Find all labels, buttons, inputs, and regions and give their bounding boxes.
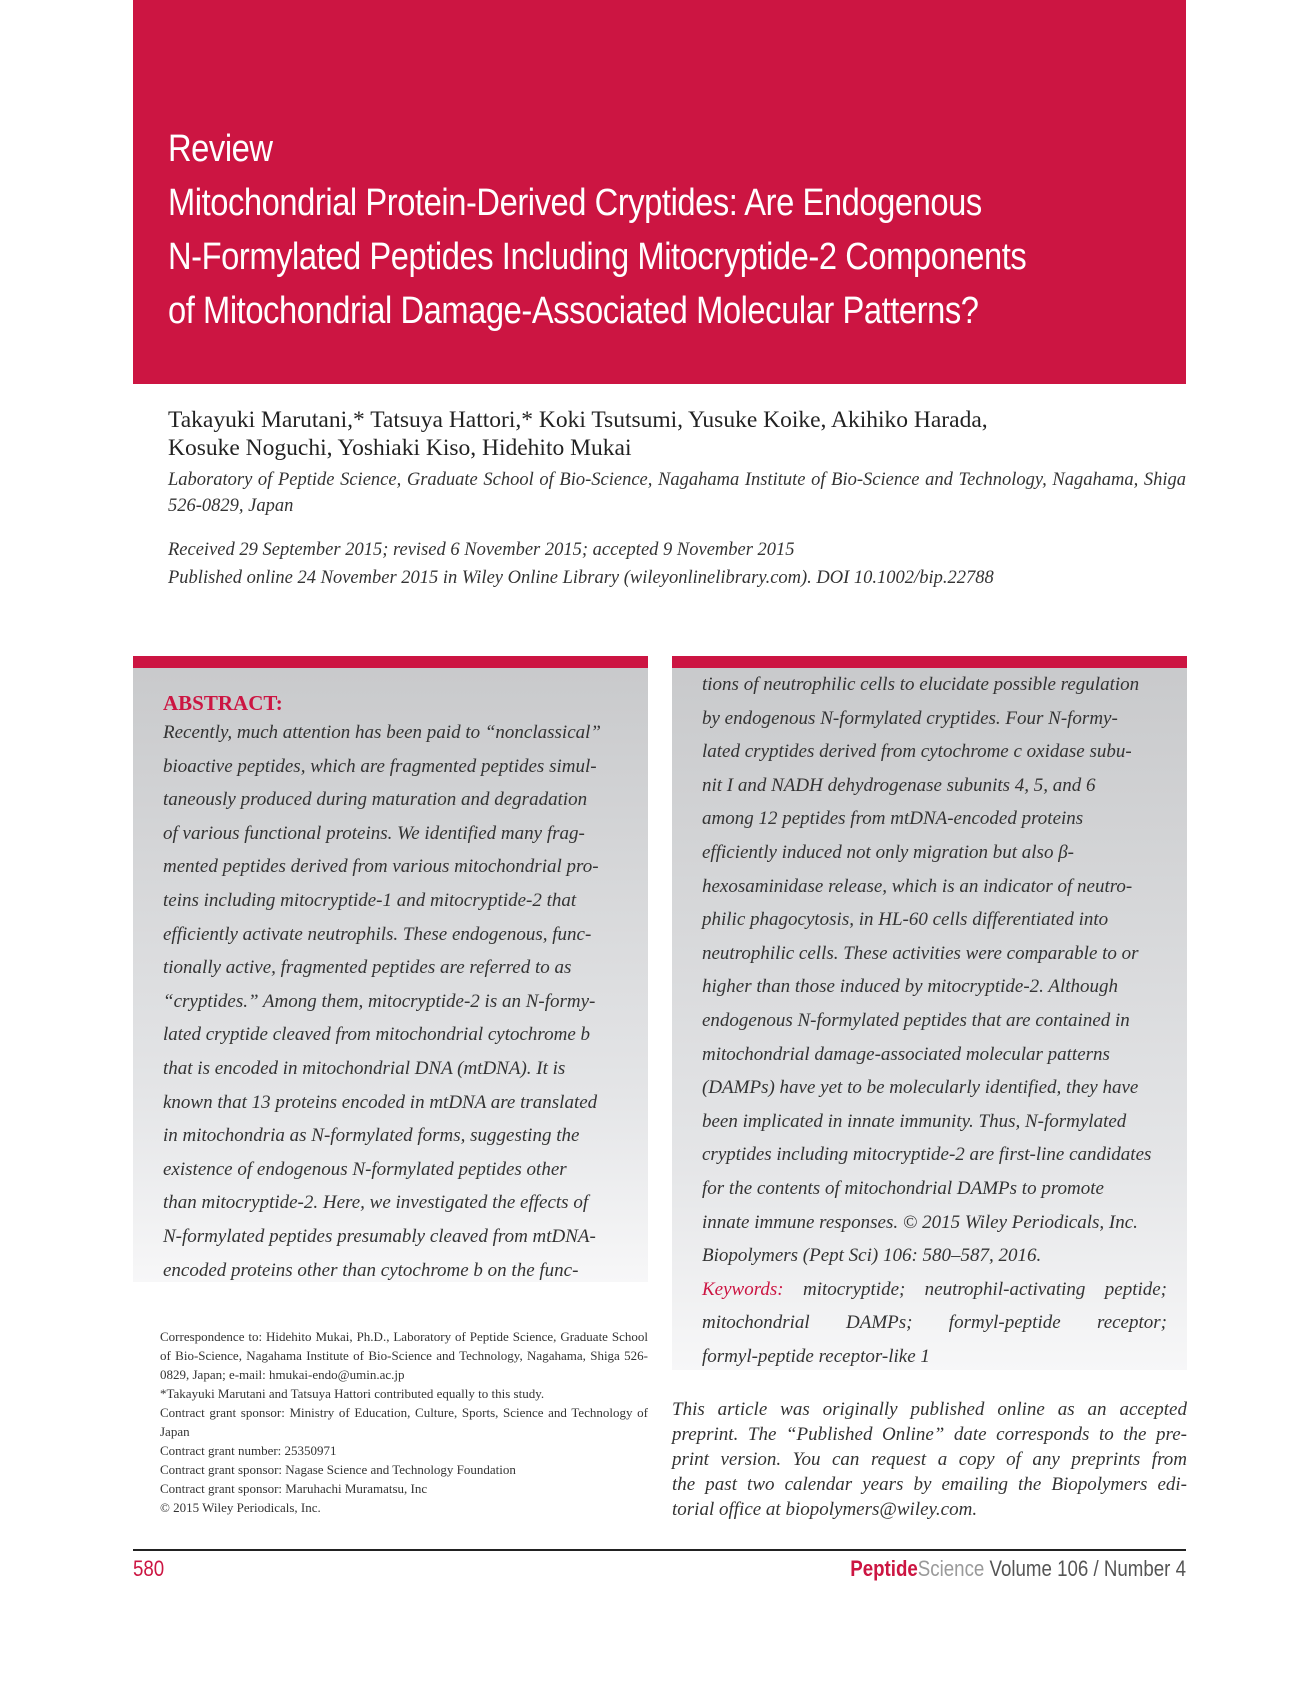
title-line-2: N-Formylated Peptides Including Mitocryptide-2 Components — [168, 236, 1027, 278]
publication-dates — [168, 536, 1186, 592]
abstract-line: higher than those induced by mitocryptide-2. Although — [702, 976, 1118, 998]
panel-top-bar — [133, 656, 648, 668]
keywords-label: Keywords: — [702, 1278, 784, 1300]
abstract-line: Recently, much attention has been paid to “nonclassical” — [163, 722, 601, 743]
footnote-grant-sponsor-2: Contract grant sponsor: Nagase Science and Technology Foundation — [160, 1462, 516, 1477]
footnote-grant-sponsor-3: Contract grant sponsor: Maruhachi Muramatsu, Inc — [160, 1481, 428, 1496]
footnote-correspondence: Correspondence to: Hidehito Mukai, Ph.D., Laboratory of Peptide Science, Graduate School of Bio-Science, Nagahama Institute of Bio-Science and Technology, Nagahama, Shiga 526-0829, Japan; e-mail: hmukai-endo@umin.ac.jp — [160, 1329, 648, 1382]
abstract-line: that is encoded in mitochondrial DNA (mtDNA). It is — [163, 1057, 566, 1079]
abstract-line: than mitocryptide-2. Here, we investigated the effects of — [163, 1192, 589, 1214]
title-line-1: Mitochondrial Protein-Derived Cryptides: Are Endogenous — [168, 182, 982, 224]
keywords-text-1: mitocryptide; neutrophil-activating peptide; — [802, 1278, 1168, 1300]
abstract-line: by endogenous N-formylated cryptides. Four N-formy- — [702, 707, 1118, 729]
abstract-line: N-formylated peptides presumably cleaved from mtDNA- — [163, 1225, 596, 1247]
abstract-line: in mitochondria as N-formylated forms, suggesting the — [163, 1125, 580, 1147]
footnote-equal-contribution: *Takayuki Marutani and Tatsuya Hattori contributed equally to this study. — [160, 1386, 545, 1401]
footnote-grant-number: Contract grant number: 25350971 — [160, 1443, 337, 1458]
abstract-line: known that 13 proteins encoded in mtDNA are translated — [163, 1091, 598, 1113]
preprint-line-3: print version. You can request a copy of any preprints from — [672, 1449, 1187, 1470]
preprint-line-4: the past two calendar years by emailing the Biopolymers edi- — [672, 1474, 1187, 1495]
title-line-3: of Mitochondrial Damage-Associated Molecular Patterns? — [168, 290, 979, 332]
preprint-line-5: torial office at biopolymers@wiley.com. — [672, 1499, 978, 1520]
abstract-line: encoded proteins other than cytochrome b on the func- — [163, 1259, 579, 1281]
journal-footer — [850, 1556, 1186, 1582]
preprint-note — [672, 1397, 1187, 1522]
abstract-panel-right — [672, 656, 1187, 1370]
abstract-line: taneously produced during maturation and degradation — [163, 789, 588, 811]
abstract-line: (DAMPs) have yet to be molecularly identified, they have — [702, 1077, 1139, 1099]
abstract-line: “cryptides.” Among them, mitocryptide-2 is an N-formy- — [163, 990, 596, 1012]
title-block — [168, 122, 1168, 338]
abstract-line: among 12 peptides from mtDNA-encoded proteins — [702, 808, 1084, 830]
abstract-line: cryptides including mitocryptide-2 are first-line candidates — [702, 1144, 1152, 1166]
abstract-line: innate immune responses. © 2015 Wiley Periodicals, Inc. — [702, 1211, 1138, 1233]
journal-name-part-1: Peptide — [850, 1556, 918, 1581]
abstract-line: for the contents of mitochondrial DAMPs to promote — [702, 1177, 1104, 1199]
abstract-heading: ABSTRACT: — [163, 691, 283, 715]
footnotes — [160, 1327, 648, 1517]
abstract-line: Biopolymers (Pept Sci) 106: 580–587, 2016. — [702, 1245, 1042, 1267]
abstract-line: efficiently induced not only migration but also β- — [702, 841, 1074, 863]
abstract-line: teins including mitocryptide-1 and mitocryptide-2 that — [163, 889, 577, 911]
author-list — [168, 406, 1168, 462]
page-number: 580 — [133, 1556, 165, 1581]
abstract-line: efficiently activate neutrophils. These endogenous, func- — [163, 923, 592, 945]
preprint-line-1: This article was originally published online as an accepted — [672, 1399, 1187, 1420]
abstract-line: mitochondrial damage-associated molecular patterns — [702, 1043, 1110, 1065]
affiliation: Laboratory of Peptide Science, Graduate School of Bio-Science, Nagahama Institute of Bio-Science and Technology, Nagahama, Shiga 526-0829, Japan — [168, 470, 1186, 516]
volume-issue: Volume 106 / Number 4 — [984, 1556, 1186, 1581]
journal-name-part-2: Science — [917, 1556, 985, 1581]
authors-line-2: Kosuke Noguchi, Yoshiaki Kiso, Hidehito Mukai — [168, 435, 632, 461]
panel-top-bar — [672, 656, 1187, 668]
title-banner — [133, 0, 1186, 384]
abstract-line: nit I and NADH dehydrogenase subunits 4, 5, and 6 — [702, 774, 1096, 796]
footer-rule — [133, 1549, 1186, 1551]
abstract-line: of various functional proteins. We identified many frag- — [163, 822, 585, 844]
keywords-line-3: formyl-peptide receptor-like 1 — [702, 1345, 930, 1367]
abstract-line: lated cryptides derived from cytochrome c oxidase subu- — [702, 741, 1132, 763]
preprint-line-2: preprint. The “Published Online” date corresponds to the pre- — [672, 1424, 1187, 1445]
keywords-line-2: mitochondrial DAMPs; formyl-peptide receptor; — [702, 1312, 1167, 1334]
abstract-line: endogenous N-formylated peptides that are contained in — [702, 1009, 1130, 1031]
published-online: Published online 24 November 2015 in Wiley Online Library (wileyonlinelibrary.com). DOI 10.1002/bip.22788 — [168, 568, 994, 588]
footnote-grant-sponsor-1: Contract grant sponsor: Ministry of Education, Culture, Sports, Science and Technology of Japan — [160, 1405, 648, 1439]
abstract-line: philic phagocytosis, in HL-60 cells differentiated into — [702, 909, 1109, 931]
authors-line-1: Takayuki Marutani,* Tatsuya Hattori,* Koki Tsutsumi, Yusuke Koike, Akihiko Harada, — [168, 407, 988, 433]
footnote-copyright: © 2015 Wiley Periodicals, Inc. — [160, 1500, 321, 1515]
abstract-line: neutrophilic cells. These activities were comparable to or — [702, 942, 1139, 964]
keywords-line-1 — [702, 1273, 1167, 1307]
abstract-panel-left — [133, 656, 648, 1282]
abstract-line: bioactive peptides, which are fragmented peptides simul- — [163, 755, 597, 777]
abstract-line: existence of endogenous N-formylated peptides other — [163, 1158, 567, 1180]
abstract-line: tionally active, fragmented peptides are referred to as — [163, 957, 572, 979]
abstract-line: mented peptides derived from various mitochondrial pro- — [163, 856, 599, 878]
received-dates: Received 29 September 2015; revised 6 November 2015; accepted 9 November 2015 — [168, 540, 795, 560]
abstract-right-text — [702, 668, 1167, 1273]
abstract-line: tions of neutrophilic cells to elucidate possible regulation — [702, 674, 1140, 695]
abstract-line: hexosaminidase release, which is an indicator of neutro- — [702, 875, 1133, 897]
abstract-line: been implicated in innate immunity. Thus, N-formylated — [702, 1110, 1127, 1132]
abstract-left-text — [163, 716, 626, 1287]
abstract-line: lated cryptide cleaved from mitochondrial cytochrome b — [163, 1024, 591, 1046]
section-label: Review — [168, 128, 273, 170]
